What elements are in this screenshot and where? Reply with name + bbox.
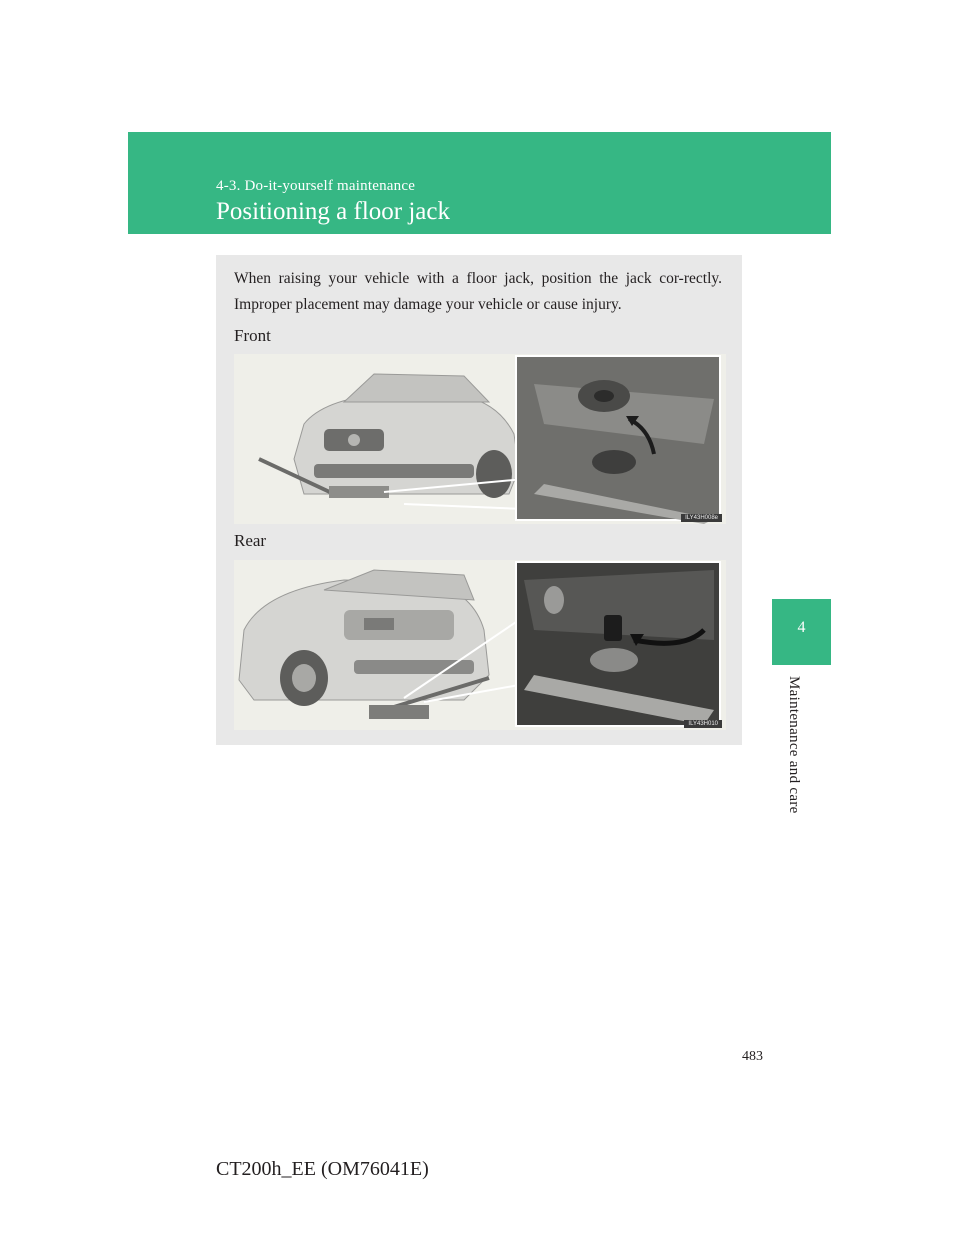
section-label: 4-3. Do-it-yourself maintenance [216, 178, 416, 194]
intro-text: When raising your vehicle with a floor jack, position the jack cor-rectly. Improper placement may damage your vehicle or cause injury. [234, 270, 722, 313]
chapter-side-label: Maintenance and care [786, 676, 802, 814]
front-jack-illustration [234, 354, 726, 524]
front-heading: Front [234, 326, 271, 345]
front-figure-code: ILY43H008e [681, 514, 722, 522]
chapter-tab-number: 4 [797, 619, 806, 636]
rear-figure-code: ILY43H010 [684, 720, 722, 728]
page-title: Positioning a floor jack [216, 198, 450, 225]
rear-jack-illustration [234, 560, 726, 730]
rear-heading: Rear [234, 531, 267, 550]
manual-code: CT200h_EE (OM76041E) [216, 1158, 429, 1180]
chapter-tab[interactable] [772, 599, 831, 665]
content-panel [216, 255, 742, 745]
page-number: 483 [742, 1049, 763, 1064]
